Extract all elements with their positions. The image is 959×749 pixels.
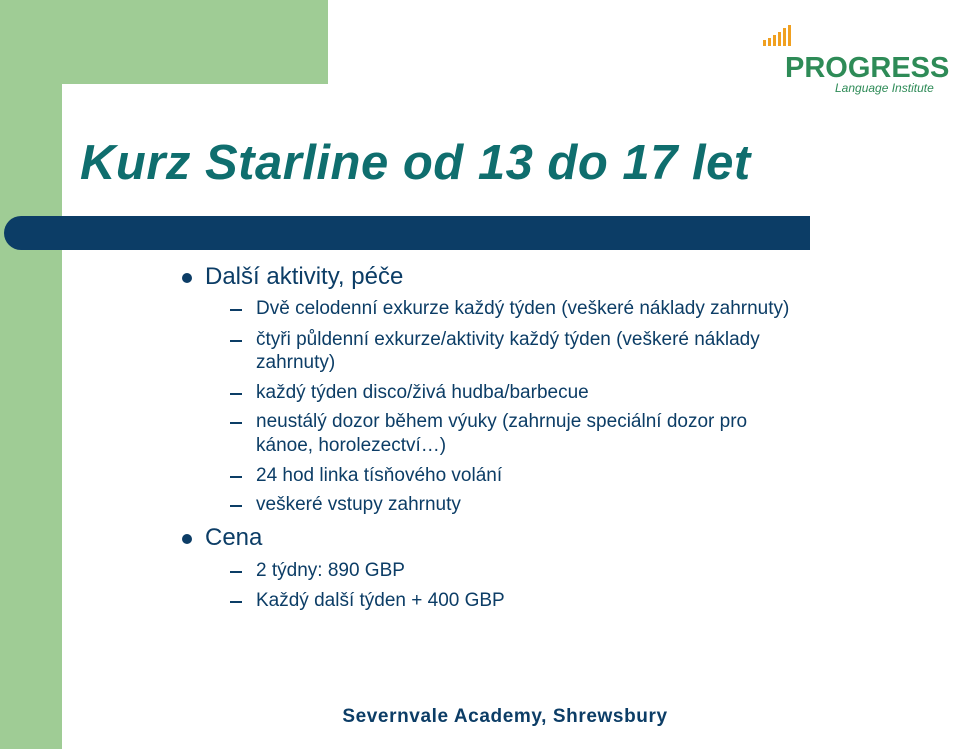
list-item-continuation: kánoe, horolezectví…) bbox=[256, 435, 447, 456]
dash-icon bbox=[230, 505, 242, 507]
dash-icon bbox=[230, 340, 242, 342]
dash-icon bbox=[230, 601, 242, 603]
dash-icon bbox=[230, 571, 242, 573]
dash-icon bbox=[230, 476, 242, 478]
dash-icon bbox=[230, 393, 242, 395]
section-heading-activities: Další aktivity, péče bbox=[205, 263, 404, 290]
logo-tagline: Language Institute bbox=[835, 81, 934, 95]
dash-icon bbox=[230, 309, 242, 311]
list-item: neustálý dozor během výuky (zahrnuje speciální dozor pro bbox=[256, 411, 748, 432]
list-item: 24 hod linka tísňového volání bbox=[256, 465, 503, 486]
list-item: každý týden disco/živá hudba/barbecue bbox=[256, 382, 589, 403]
logo-name: PROGRESS bbox=[785, 52, 950, 84]
slide-title: Kurz Starline od 13 do 17 let bbox=[80, 136, 751, 190]
list-item: 2 týdny: 890 GBP bbox=[256, 560, 405, 581]
list-item: veškeré vstupy zahrnuty bbox=[256, 494, 461, 515]
list-item: čtyři půldenní exkurze/aktivity každý týden (veškeré náklady bbox=[256, 329, 760, 350]
list-item-continuation: zahrnuty) bbox=[256, 352, 336, 373]
bullet-icon bbox=[182, 534, 192, 544]
list-item: Dvě celodenní exkurze každý týden (veškeré náklady zahrnuty) bbox=[256, 298, 790, 319]
dash-icon bbox=[230, 422, 242, 424]
list-item: Každý další týden + 400 GBP bbox=[256, 590, 505, 611]
bullet-icon bbox=[182, 273, 192, 283]
section-heading-price: Cena bbox=[205, 524, 263, 551]
footer-text: Severnvale Academy, Shrewsbury bbox=[342, 706, 668, 727]
